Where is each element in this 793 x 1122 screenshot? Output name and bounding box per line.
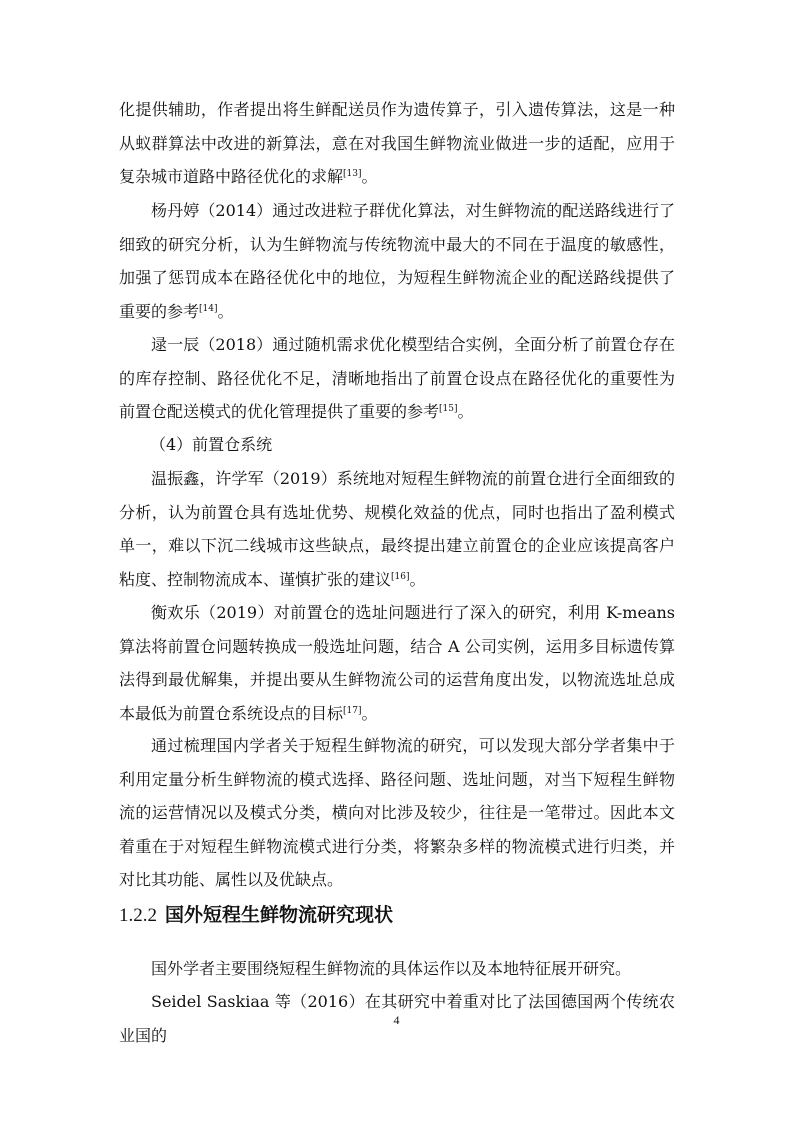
citation: [14] — [199, 303, 218, 314]
paragraph-yang: 杨丹婷（2014）通过改进粒子群优化算法，对生鲜物流的配送路线进行了细致的研究分析，认为生鲜物流与传统物流中最大的不同在于温度的敏感性，加强了惩罚成本在路径优化中的地位，为短程生鲜物流企业的配送路线提供了重要的参考[14]。 — [119, 201, 675, 321]
section-number: 1.2.2 — [119, 905, 157, 926]
paragraph-foreign-intro: 国外学者主要围绕短程生鲜物流的具体运作以及本地特征展开研究。 — [151, 959, 632, 978]
paragraph-seidel: Seidel Saskiaa 等（2016）在其研究中着重对比了法国德国两个传统农业国的 — [119, 992, 675, 1045]
paragraph-heng: 衡欢乐（2019）对前置仓的选址问题进行了深入的研究，利用 K-means 算法将前置仓问题转换成一般选址问题，结合 A 公司实例，运用多目标遗传算法得到最优解集，并提出要从生鲜物流公司的运营角度出发，以物流选址总成本最低为前置仓系统设点的目标[17]。 — [119, 603, 675, 723]
paragraph-summary: 通过梳理国内学者关于短程生鲜物流的研究，可以发现大部分学者集中于利用定量分析生鲜物流的模式选择、路径问题、选址问题，对当下短程生鲜物流的运营情况以及模式分类，横向对比涉及较少，往往是一笔带过。因此本文着重在于对短程生鲜物流模式进行分类，将繁杂多样的物流模式进行归类，并对比其功能、属性以及优缺点。 — [119, 736, 675, 889]
section-heading — [119, 900, 393, 931]
subheading-front-warehouse: （4）前置仓系统 — [150, 435, 273, 454]
paragraph-wen: 温振鑫，许学军（2019）系统地对短程生鲜物流的前置仓进行全面细致的分析，认为前置仓具有选址优势、规模化效益的优点，同时也指出了盈利模式单一，难以下沉二线城市这些缺点，最终提出建立前置仓的企业应该提高客户粘度、控制物流成本、谨慎扩张的建议[16]。 — [119, 469, 675, 589]
citation: [17] — [343, 705, 362, 716]
citation: [15] — [439, 404, 458, 414]
paragraph-lu: 逯一辰（2018）通过随机需求优化模型结合实例，全面分析了前置仓存在的库存控制、路径优化不足，清晰地指出了前置仓设点在路径优化的重要性为前置仓配送模式的优化管理提供了重要的参考[15]。 — [119, 335, 675, 421]
page-number: 4 — [393, 1013, 400, 1027]
citation: [13] — [343, 169, 362, 179]
citation: [16] — [391, 571, 410, 582]
paragraph-continued: 化提供辅助，作者提出将生鲜配送员作为遗传算子，引入遗传算法，这是一种从蚁群算法中改进的新算法，意在对我国生鲜物流业做进一步的适配，应用于复杂城市道路中路径优化的求解[13]。 — [119, 100, 675, 186]
section-title: 国外短程生鲜物流研究现状 — [165, 904, 394, 926]
